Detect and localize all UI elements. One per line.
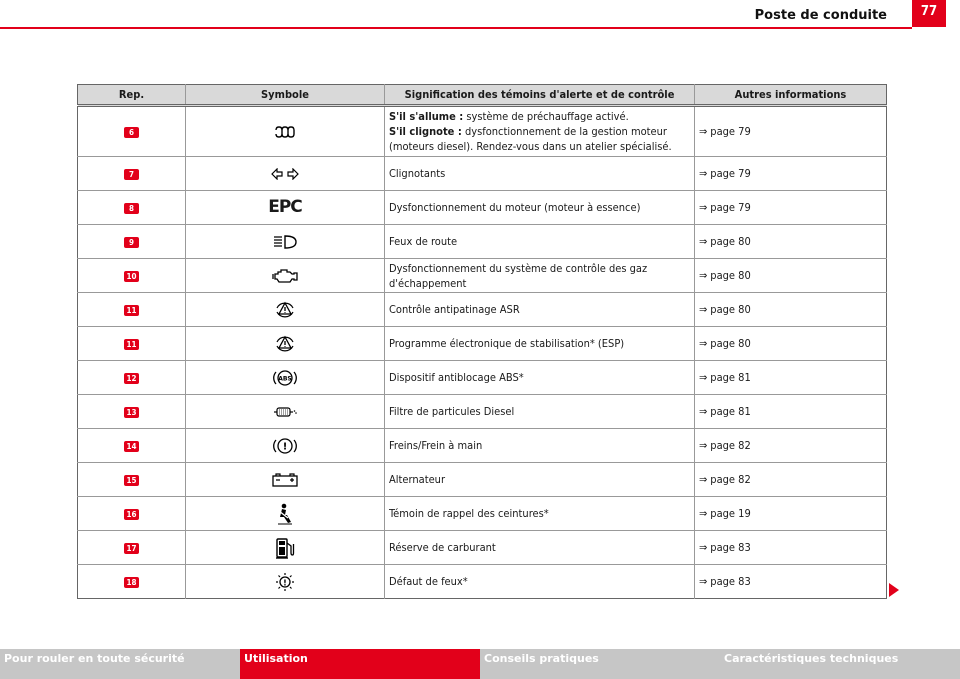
glow-plug-icon [274, 126, 296, 138]
fuel-pump-icon [275, 537, 295, 559]
table-row [78, 327, 887, 361]
row-description: Contrôle antipatinage ASR [385, 293, 695, 327]
page-ref-arrow: ⇒ [699, 201, 708, 214]
page-ref-link[interactable]: page 83 [710, 575, 751, 588]
state-label-blink: S'il clignote : [389, 125, 462, 138]
page-ref-link[interactable]: page 79 [710, 167, 751, 180]
next-page-arrow[interactable] [889, 583, 899, 597]
footer-nav [0, 649, 960, 679]
rep-badge: 18 [124, 577, 139, 588]
table-row [78, 531, 887, 565]
table-row [78, 259, 887, 293]
table-row [78, 497, 887, 531]
high-beam-icon [273, 235, 297, 249]
page-ref-arrow: ⇒ [699, 541, 708, 554]
table-row [78, 293, 887, 327]
page-ref-arrow: ⇒ [699, 507, 708, 520]
row-description: Feux de route [385, 225, 695, 259]
brake-warning-icon [272, 437, 298, 455]
rep-badge: 11 [124, 305, 139, 316]
state-text-blink: dysfonctionnement de la gestion moteur (moteurs diesel). Rendez-vous dans un atelier spécialisé. [389, 125, 672, 153]
tab-conseils-pratiques[interactable]: Conseils pratiques [480, 649, 720, 679]
row-description: Réserve de carburant [385, 531, 695, 565]
column-header-rep: Rep. [78, 85, 186, 106]
rep-badge: 9 [124, 237, 139, 248]
row-description: Filtre de particules Diesel [385, 395, 695, 429]
traction-control-icon [273, 300, 297, 320]
rep-badge: 14 [124, 441, 139, 452]
rep-badge: 16 [124, 509, 139, 520]
page-ref-link[interactable]: page 81 [710, 405, 751, 418]
page-ref-link[interactable]: page 80 [710, 235, 751, 248]
page-ref-link[interactable]: page 80 [710, 337, 751, 350]
table-row [78, 106, 887, 157]
page-ref-arrow: ⇒ [699, 167, 708, 180]
page-ref-link[interactable]: page 19 [710, 507, 751, 520]
rep-badge: 6 [124, 127, 139, 138]
page-ref-arrow: ⇒ [699, 439, 708, 452]
row-description: Dysfonctionnement du système de contrôle des gaz d'échappement [385, 259, 695, 293]
page-ref-arrow: ⇒ [699, 303, 708, 316]
bulb-icon-text: ! [283, 578, 287, 587]
tab-caracteristiques-techniques[interactable]: Caractéristiques techniques [720, 649, 960, 679]
table-row [78, 225, 887, 259]
table-header-row [78, 85, 887, 106]
abs-icon-text: ABS [278, 375, 292, 382]
page-ref-link[interactable]: page 80 [710, 269, 751, 282]
engine-check-icon [272, 268, 298, 284]
row-description: Témoin de rappel des ceintures* [385, 497, 695, 531]
page-header [0, 0, 960, 32]
seatbelt-icon [276, 503, 294, 525]
rep-badge: 15 [124, 475, 139, 486]
page-ref-link[interactable]: page 82 [710, 439, 751, 452]
table-row [78, 429, 887, 463]
page-ref-arrow: ⇒ [699, 405, 708, 418]
page-ref-arrow: ⇒ [699, 269, 708, 282]
turn-signals-icon [271, 168, 299, 180]
particulate-filter-icon [273, 407, 297, 417]
page-ref-link[interactable]: page 79 [710, 125, 751, 138]
column-header-signification: Signification des témoins d'alerte et de contrôle [385, 85, 695, 106]
table-row [78, 361, 887, 395]
page-number: 77 [912, 0, 946, 27]
page-ref-arrow: ⇒ [699, 473, 708, 486]
table-row [78, 157, 887, 191]
table-row [78, 191, 887, 225]
state-label-on: S'il s'allume : [389, 110, 464, 123]
page-ref-arrow: ⇒ [699, 235, 708, 248]
abs-icon [272, 369, 298, 387]
row-description: Dispositif antiblocage ABS* [385, 361, 695, 395]
row-description: Clignotants [385, 157, 695, 191]
stability-control-icon [273, 334, 297, 354]
row-description: Freins/Frein à main [385, 429, 695, 463]
warning-lights-table [77, 84, 887, 599]
epc-icon: EPC [268, 196, 302, 217]
row-description: Dysfonctionnement du moteur (moteur à essence) [385, 191, 695, 225]
table-row [78, 565, 887, 599]
column-header-symbole: Symbole [186, 85, 385, 106]
page-ref-arrow: ⇒ [699, 371, 708, 384]
running-title: Poste de conduite [754, 8, 887, 23]
table-row [78, 463, 887, 497]
rep-badge: 7 [124, 169, 139, 180]
header-rule [0, 27, 912, 29]
battery-icon [272, 473, 298, 487]
brake-icon-text: ! [282, 441, 288, 452]
rep-badge: 10 [124, 271, 139, 282]
rep-badge: 8 [124, 203, 139, 214]
rep-badge: 17 [124, 543, 139, 554]
rep-badge: 13 [124, 407, 139, 418]
page-ref-link[interactable]: page 83 [710, 541, 751, 554]
page-ref-arrow: ⇒ [699, 337, 708, 350]
page-ref-link[interactable]: page 80 [710, 303, 751, 316]
page-ref-link[interactable]: page 82 [710, 473, 751, 486]
page-ref-link[interactable]: page 81 [710, 371, 751, 384]
tab-pour-rouler[interactable]: Pour rouler en toute sécurité [0, 649, 240, 679]
tab-utilisation[interactable]: Utilisation [240, 649, 480, 679]
page-ref-arrow: ⇒ [699, 125, 708, 138]
table-row [78, 395, 887, 429]
row-description: Programme électronique de stabilisation* (ESP) [385, 327, 695, 361]
state-text-on: système de préchauffage activé. [463, 110, 629, 123]
column-header-autres: Autres informations [695, 85, 887, 106]
rep-badge: 11 [124, 339, 139, 350]
row-description: Défaut de feux* [385, 565, 695, 599]
page-ref-link[interactable]: page 79 [710, 201, 751, 214]
bulb-failure-icon [273, 572, 297, 592]
row-description: Alternateur [385, 463, 695, 497]
rep-badge: 12 [124, 373, 139, 384]
page-ref-arrow: ⇒ [699, 575, 708, 588]
